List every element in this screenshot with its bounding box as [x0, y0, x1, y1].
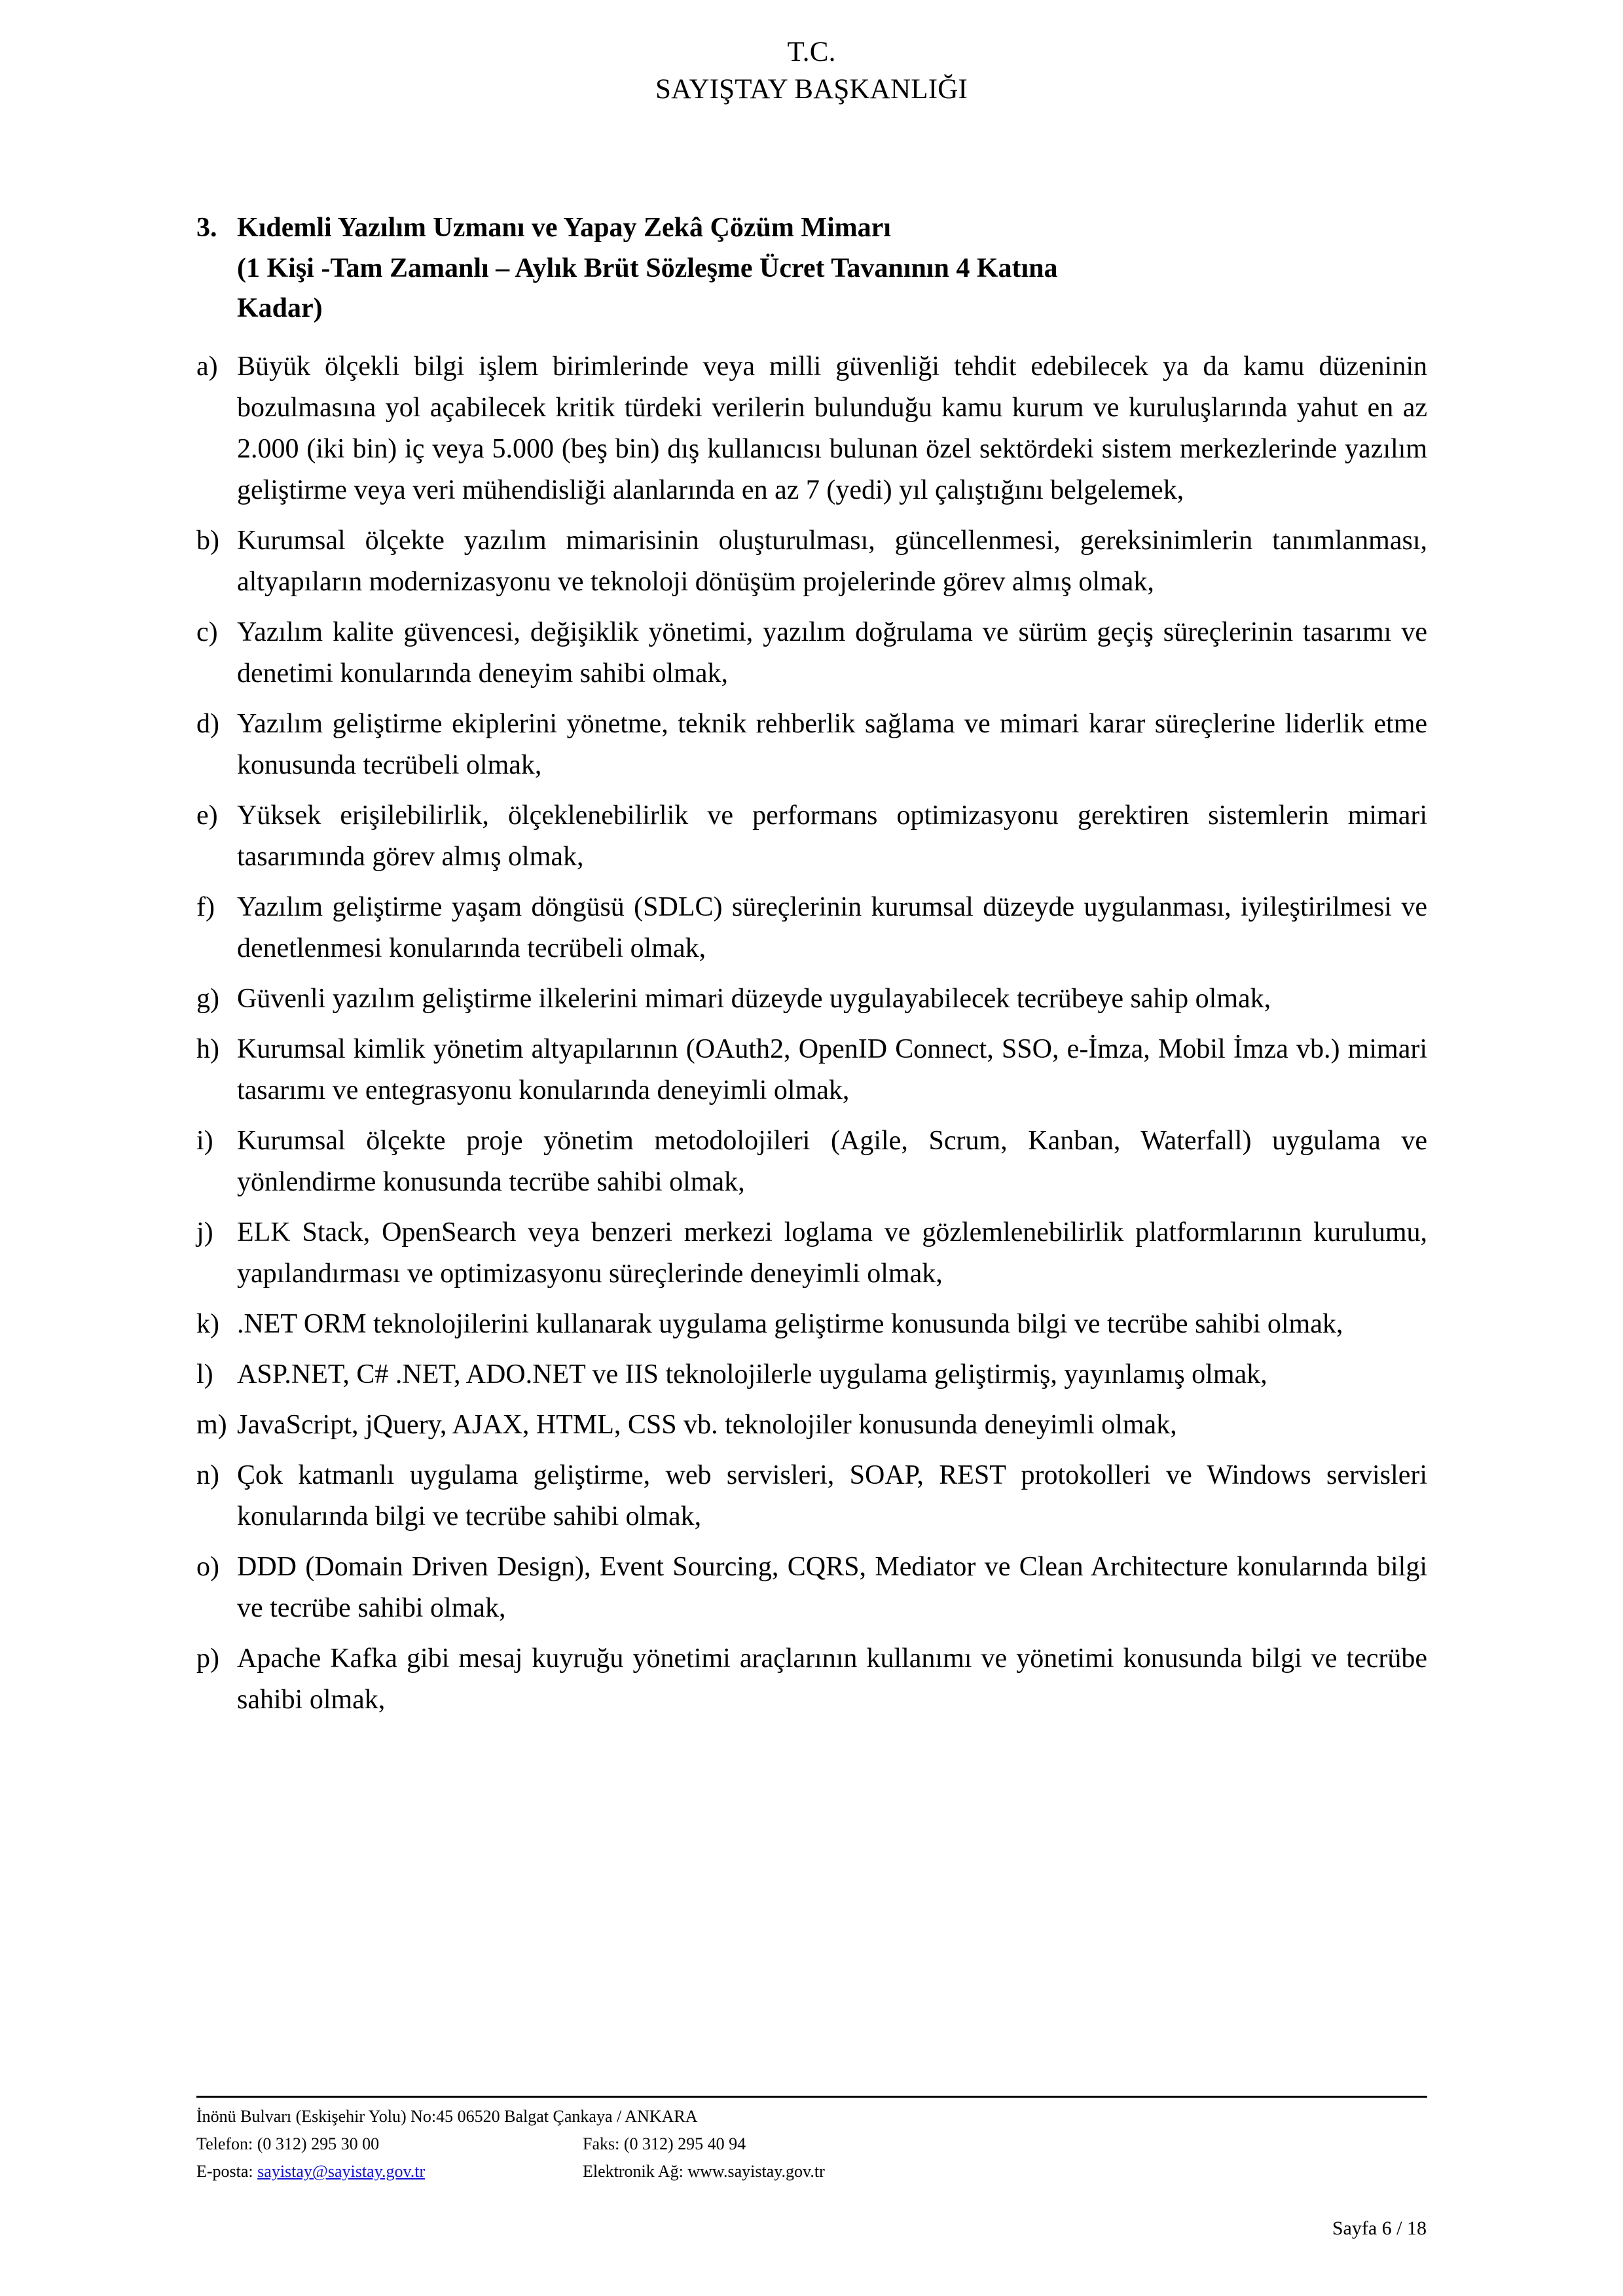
- list-item: [196, 1354, 1427, 1395]
- list-item-marker: f): [196, 892, 215, 923]
- list-item: [196, 612, 1427, 694]
- list-item: [196, 887, 1427, 969]
- document-header: [0, 34, 1623, 109]
- list-item: [196, 1121, 1427, 1203]
- footer-web-row: [196, 2158, 1427, 2185]
- footer-website: Elektronik Ağ: www.sayistay.gov.tr: [583, 2162, 825, 2181]
- list-item-marker: m): [196, 1410, 227, 1441]
- list-item: [196, 1455, 1427, 1537]
- document-footer: [196, 2096, 1427, 2185]
- list-item-marker: d): [196, 709, 219, 740]
- list-item-text: Kurumsal kimlik yönetim altyapılarının (OAuth2, OpenID Connect, SSO, e-İmza, Mobil İmza vb.) mimari tasarımı ve entegrasyonu konularında deneyimli olmak,: [237, 1034, 1427, 1106]
- page-number: Sayfa 6 / 18: [1332, 2217, 1427, 2239]
- list-item-text: ASP.NET, C# .NET, ADO.NET ve IIS teknolojilerle uygulama geliştirmiş, yayınlamış olmak,: [237, 1359, 1267, 1390]
- list-item-marker: k): [196, 1309, 219, 1340]
- footer-divider: [196, 2096, 1427, 2098]
- list-item: [196, 346, 1427, 511]
- list-item-marker: e): [196, 800, 218, 831]
- footer-contact-row: [196, 2130, 1427, 2158]
- list-item-marker: l): [196, 1359, 213, 1390]
- list-item-marker: p): [196, 1643, 219, 1674]
- list-item-text: Yazılım geliştirme ekiplerini yönetme, teknik rehberlik sağlama ve mimari karar süreçlerine liderlik etme konusunda tecrübeli olmak,: [237, 709, 1427, 781]
- list-item-marker: n): [196, 1460, 219, 1491]
- list-item-text: ELK Stack, OpenSearch veya benzeri merkezi loglama ve gözlemlenebilirlik platformlarının kurulumu, yapılandırması ve optimizasyonu süreçlerinde deneyimli olmak,: [237, 1217, 1427, 1289]
- footer-fax: Faks: (0 312) 295 40 94: [583, 2134, 746, 2154]
- list-item: [196, 1304, 1427, 1345]
- footer-email-label: E-posta:: [196, 2162, 253, 2181]
- list-item-text: DDD (Domain Driven Design), Event Sourcing, CQRS, Mediator ve Clean Architecture konularında bilgi ve tecrübe sahibi olmak,: [237, 1552, 1427, 1624]
- list-item-marker: o): [196, 1552, 219, 1583]
- section-number: 3.: [196, 213, 217, 243]
- section-title-line-2: (1 Kişi -Tam Zamanlı – Aylık Brüt Sözleşme Ücret Tavanının 4 Katına: [237, 253, 1058, 283]
- list-item-text: Kurumsal ölçekte proje yönetim metodolojileri (Agile, Scrum, Kanban, Waterfall) uygulama ve yönlendirme konusunda tecrübe sahibi olmak,: [237, 1126, 1427, 1198]
- list-item: [196, 795, 1427, 878]
- document-body: [196, 208, 1427, 1730]
- list-item: [196, 1405, 1427, 1446]
- list-item: [196, 1212, 1427, 1295]
- footer-email: [196, 2158, 583, 2185]
- list-item: [196, 704, 1427, 786]
- list-item-marker: g): [196, 984, 219, 1014]
- footer-phone: Telefon: (0 312) 295 30 00: [196, 2134, 380, 2154]
- list-item: [196, 1638, 1427, 1721]
- list-item-text: Apache Kafka gibi mesaj kuyruğu yönetimi araçlarının kullanımı ve yönetimi konusunda bilgi ve tecrübe sahibi olmak,: [237, 1643, 1427, 1715]
- list-item-text: Yüksek erişilebilirlik, ölçeklenebilirlik ve performans optimizasyonu gerektiren sistemlerin mimari tasarımında görev almış olmak,: [237, 800, 1427, 872]
- list-item-text: Çok katmanlı uygulama geliştirme, web servisleri, SOAP, REST protokolleri ve Windows servisleri konularında bilgi ve tecrübe sahibi olmak,: [237, 1460, 1427, 1532]
- section-heading: [196, 208, 1427, 329]
- list-item: [196, 1547, 1427, 1629]
- list-item-marker: j): [196, 1217, 213, 1248]
- list-item-marker: i): [196, 1126, 213, 1157]
- section-title: [237, 208, 1427, 329]
- list-item-text: Büyük ölçekli bilgi işlem birimlerinde veya milli güvenliği tehdit edebilecek ya da kamu düzeninin bozulmasına yol açabilecek kritik türdeki verilerin bulunduğu kamu kurum ve kuruluşlarında yahut en az 2.000 (iki bin) iç veya 5.000 (beş bin) dış kullanıcısı bulunan özel sektördeki sistem merkezlerinde yazılım geliştirme veya veri mühendisliği alanlarında en az 7 (yedi) yıl çalıştığını belgelemek,: [237, 351, 1427, 506]
- list-item-text: JavaScript, jQuery, AJAX, HTML, CSS vb. teknolojiler konusunda deneyimli olmak,: [237, 1410, 1177, 1441]
- list-item-marker: c): [196, 617, 218, 648]
- header-line-organization: SAYIŞTAY BAŞKANLIĞI: [655, 73, 968, 105]
- list-item-marker: a): [196, 351, 218, 382]
- list-item: [196, 1029, 1427, 1111]
- footer-address: İnönü Bulvarı (Eskişehir Yolu) No:45 06520 Balgat Çankaya / ANKARA: [196, 2107, 698, 2126]
- list-item-text: Kurumsal ölçekte yazılım mimarisinin oluşturulması, güncellenmesi, gereksinimlerin tanımlanması, altyapıların modernizasyonu ve teknoloji dönüşüm projelerinde görev almış olmak,: [237, 526, 1427, 598]
- list-item-text: Güvenli yazılım geliştirme ilkelerini mimari düzeyde uygulayabilecek tecrübeye sahip olmak,: [237, 984, 1271, 1014]
- list-item-marker: b): [196, 526, 219, 556]
- list-item: [196, 520, 1427, 603]
- header-line-tc: T.C.: [787, 37, 836, 67]
- list-item-text: Yazılım kalite güvencesi, değişiklik yönetimi, yazılım doğrulama ve sürüm geçiş süreçlerinin tasarımı ve denetimi konularında deneyim sahibi olmak,: [237, 617, 1427, 689]
- footer-email-link[interactable]: sayistay@sayistay.gov.tr: [257, 2162, 426, 2181]
- list-item-text: .NET ORM teknolojilerini kullanarak uygulama geliştirme konusunda bilgi ve tecrübe sahibi olmak,: [237, 1309, 1343, 1340]
- list-item: [196, 978, 1427, 1020]
- list-item-text: Yazılım geliştirme yaşam döngüsü (SDLC) süreçlerinin kurumsal düzeyde uygulanması, iyileştirilmesi ve denetlenmesi konularında tecrübeli olmak,: [237, 892, 1427, 964]
- list-item-marker: h): [196, 1034, 219, 1065]
- section-title-line-1: Kıdemli Yazılım Uzmanı ve Yapay Zekâ Çözüm Mimarı: [237, 213, 891, 243]
- section-title-line-3: Kadar): [237, 293, 323, 324]
